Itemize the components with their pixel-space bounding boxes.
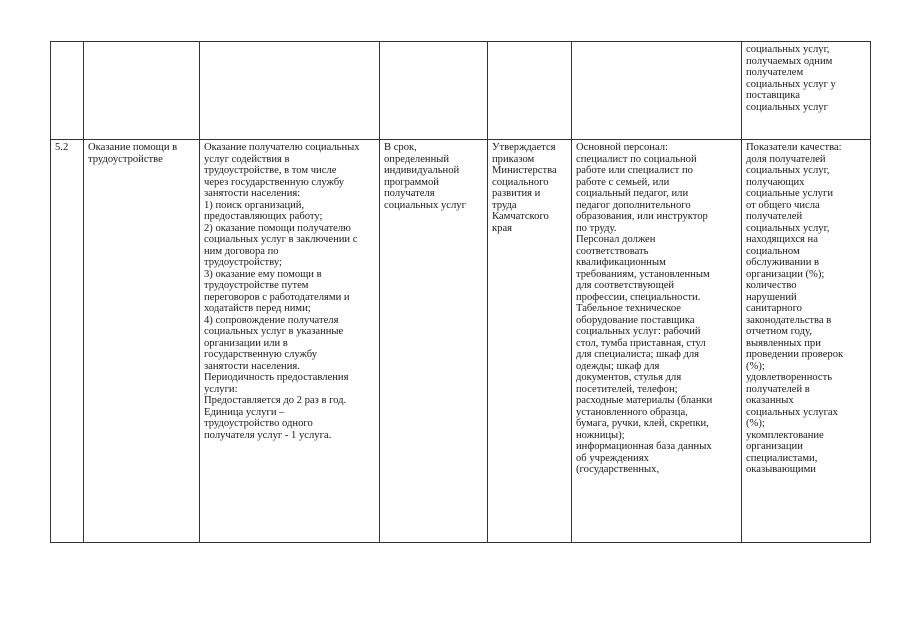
text-line: укомплектование bbox=[746, 429, 824, 441]
text-line: 4) сопровождение получателя bbox=[204, 314, 339, 326]
text-line: ним договора по bbox=[204, 245, 279, 257]
text-line: трудоустройство одного bbox=[204, 418, 313, 429]
text-line: социальных услуг у bbox=[746, 78, 836, 90]
text-line: одежды; шкаф для bbox=[576, 360, 660, 372]
text-line: социальных услуг, bbox=[746, 44, 830, 55]
text-line: получателей bbox=[746, 211, 803, 222]
service-conditions bbox=[572, 140, 742, 543]
text-line: социальных услуг: рабочий bbox=[576, 326, 701, 337]
text-line: социальных услуг bbox=[384, 199, 466, 211]
text-line: ходатайств перед ними; bbox=[204, 303, 311, 314]
text-line: социальных услуг, bbox=[746, 165, 830, 176]
text-line: об учреждениях bbox=[576, 452, 649, 464]
text-line: соответствовать bbox=[576, 245, 649, 257]
text-line: образования, или инструктор bbox=[576, 211, 708, 222]
text-line: через государственную службу bbox=[204, 176, 344, 188]
text-line: социальные услуги bbox=[746, 188, 833, 199]
previous-row-continuation bbox=[51, 42, 871, 140]
text-line: по труду. bbox=[576, 222, 617, 234]
text-line: социальных услуг в заключении с bbox=[204, 234, 358, 245]
text-line: 1) поиск организаций, bbox=[204, 199, 305, 211]
text-line: требованиям, установленным bbox=[576, 268, 710, 280]
text-line: Предоставляется до 2 раз в год. bbox=[204, 395, 347, 406]
text-line: работе или специалист по bbox=[576, 165, 693, 176]
text-line: Единица услуги – bbox=[204, 406, 285, 418]
service-term bbox=[380, 140, 488, 543]
text-line: (%); bbox=[746, 418, 765, 429]
text-line: от общего числа bbox=[746, 199, 820, 211]
text-line: Показатели качества: bbox=[746, 142, 842, 153]
service-indicators bbox=[742, 140, 871, 543]
text-line: Основной персонал: bbox=[576, 142, 668, 153]
text-line: занятости населения. bbox=[204, 360, 300, 372]
text-line: информационная база данных bbox=[576, 441, 712, 452]
cell-name bbox=[84, 42, 200, 140]
text-line: получателя услуг - 1 услуга. bbox=[204, 429, 332, 441]
text-line: расходные материалы (бланки bbox=[576, 395, 713, 406]
text-line: посетителей, телефон; bbox=[576, 383, 678, 395]
text-line: программой bbox=[384, 176, 439, 188]
text-line: государственную службу bbox=[204, 349, 318, 360]
text-line: квалификационным bbox=[576, 257, 666, 268]
text-line: индивидуальной bbox=[384, 165, 460, 176]
text-line: работе с семьей, или bbox=[576, 176, 670, 188]
cell-conditions bbox=[572, 42, 742, 140]
text-line: социальных услуг, bbox=[746, 222, 830, 234]
text-line: выявленных при bbox=[746, 337, 821, 349]
service-name: Оказание помощи в трудоустройстве bbox=[84, 140, 200, 543]
service-description bbox=[200, 140, 380, 543]
text-line: предоставляющих работу; bbox=[204, 211, 323, 222]
text-line: края bbox=[492, 222, 513, 234]
text-line: бумага, ручки, клей, скрепки, bbox=[576, 418, 709, 429]
text-line: санитарного bbox=[746, 303, 802, 314]
text-line: Утверждается bbox=[492, 142, 556, 153]
text-line: услуги: bbox=[204, 383, 238, 395]
table-row bbox=[51, 140, 871, 543]
text-line: трудоустройстве путем bbox=[204, 280, 309, 291]
cell-term bbox=[380, 42, 488, 140]
text-line: организации bbox=[746, 441, 803, 452]
text-line: доля получателей bbox=[746, 153, 826, 165]
text-line: обслуживании в bbox=[746, 257, 820, 268]
cell-number bbox=[51, 42, 84, 140]
text-line: В срок, bbox=[384, 142, 417, 153]
text-line: услуг содействия в bbox=[204, 153, 290, 165]
text-line: труда bbox=[492, 199, 517, 211]
text-line: оборудование поставщика bbox=[576, 314, 695, 326]
text-line: Табельное техническое bbox=[576, 303, 681, 314]
text-line: ножницы); bbox=[576, 429, 625, 441]
service-standards-table bbox=[50, 41, 871, 543]
text-line: оказанных bbox=[746, 395, 794, 406]
text-line: развития и bbox=[492, 188, 541, 199]
cell-indicators bbox=[742, 42, 871, 140]
text-line: социального bbox=[492, 176, 549, 188]
text-line: занятости населения: bbox=[204, 188, 301, 199]
text-line: социальных услуг bbox=[746, 101, 828, 113]
text-line: специалист по социальной bbox=[576, 153, 697, 165]
text-line: законодательства в bbox=[746, 314, 832, 326]
text-line: находящихся на bbox=[746, 234, 818, 245]
text-line: организации (%); bbox=[746, 268, 825, 280]
text-line: Оказание получателю социальных bbox=[204, 142, 360, 153]
text-line: 3) оказание ему помощи в bbox=[204, 268, 322, 280]
text-line: Министерства bbox=[492, 165, 557, 176]
row-number: 5.2 bbox=[51, 140, 84, 543]
text-line: нарушений bbox=[746, 291, 797, 303]
text-line: трудоустройству; bbox=[204, 257, 282, 268]
text-line: социальном bbox=[746, 245, 800, 257]
text-line: социальный педагог, или bbox=[576, 188, 689, 199]
text-line: Персонал должен bbox=[576, 234, 656, 245]
text-line: Камчатского bbox=[492, 211, 549, 222]
text-line: получаемых одним bbox=[746, 55, 833, 67]
text-line: количество bbox=[746, 280, 797, 291]
text-line: (%); bbox=[746, 360, 765, 372]
text-line: для специалиста; шкаф для bbox=[576, 349, 700, 360]
text-line: получателем bbox=[746, 67, 804, 78]
text-line: стол, тумба приставная, стул bbox=[576, 337, 706, 349]
text-line: специалистами, bbox=[746, 452, 818, 464]
text-line: переговоров с работодателями и bbox=[204, 291, 350, 303]
text-line: отчетном году, bbox=[746, 326, 812, 337]
service-approval bbox=[488, 140, 572, 543]
text-line: профессии, специальности. bbox=[576, 291, 701, 303]
text-line: организации или в bbox=[204, 337, 288, 349]
text-line: для соответствующей bbox=[576, 280, 675, 291]
text-line: Периодичность предоставления bbox=[204, 372, 349, 383]
text-line: поставщика bbox=[746, 90, 800, 101]
text-line: документов, стулья для bbox=[576, 372, 682, 383]
cell-approval bbox=[488, 42, 572, 140]
text-line: определенный bbox=[384, 153, 450, 165]
text-line: оказывающими bbox=[746, 464, 816, 475]
text-line: (государственных, bbox=[576, 464, 660, 475]
text-line: социальных услугах bbox=[746, 406, 838, 418]
text-line: получателя bbox=[384, 188, 435, 199]
text-line: получающих bbox=[746, 176, 805, 188]
cell-description bbox=[200, 42, 380, 140]
text-line: 2) оказание помощи получателю bbox=[204, 222, 351, 234]
text-line: педагог дополнительного bbox=[576, 199, 691, 211]
text-line: приказом bbox=[492, 153, 535, 165]
text-line: установленного образца, bbox=[576, 406, 688, 418]
text-line: социальных услуг в указанные bbox=[204, 326, 344, 337]
text-line: удовлетворенность bbox=[746, 372, 833, 383]
text-line: трудоустройстве, в том числе bbox=[204, 165, 337, 176]
text-line: проведении проверок bbox=[746, 349, 844, 360]
text-line: получателей в bbox=[746, 383, 810, 395]
